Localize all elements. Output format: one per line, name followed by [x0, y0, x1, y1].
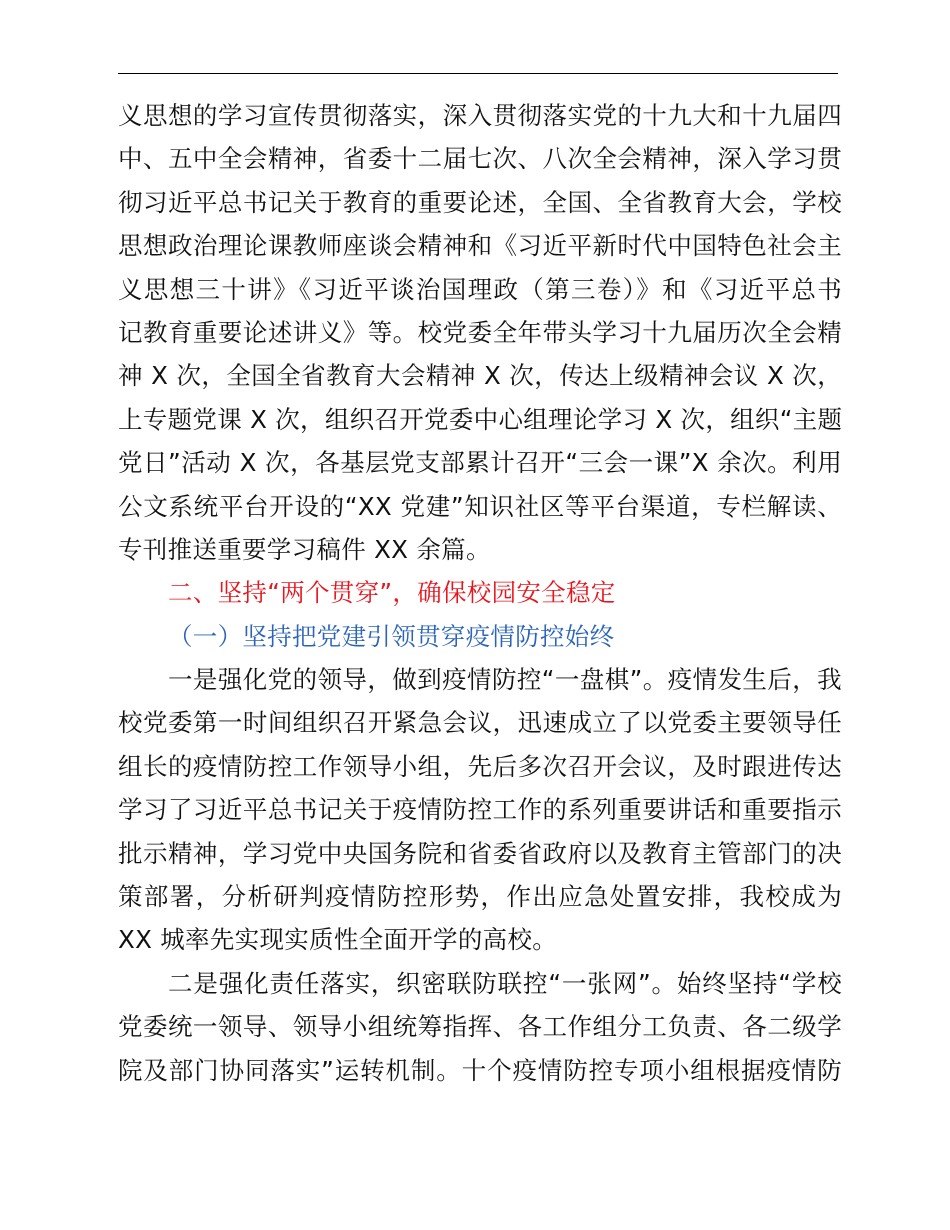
- text-line: 组长的疫情防控工作领导小组，先后多次召开会议，及时跟进传达: [118, 751, 842, 781]
- text-line: 学习了习近平总书记关于疫情防控工作的系列重要讲话和重要指示: [118, 795, 842, 825]
- paragraph-3: [118, 962, 842, 1092]
- text-line: 彻习近平总书记关于教育的重要论述，全国、全省教育大会，学校: [118, 187, 842, 217]
- text-line: 院及部门协同落实”运转机制。十个疫情防控专项小组根据疫情防: [118, 1055, 842, 1085]
- text-line: 上专题党课 X 次，组织召开党委中心组理论学习 X 次，组织“主题: [118, 404, 843, 434]
- subsection-heading: （一）坚持把党建引领贯穿疫情防控始终: [168, 621, 615, 651]
- text-line: 中、五中全会精神，省委十二届七次、八次全会精神，深入学习贯: [118, 144, 842, 174]
- text-line: 党日”活动 X 次，各基层党支部累计召开“三会一课”X 余次。利用: [118, 448, 842, 478]
- text-line: 一是强化党的领导，做到疫情防控“一盘棋”。疫情发生后，我: [168, 665, 842, 695]
- text-line: 校党委第一时间组织召开紧急会议，迅速成立了以党委主要领导任: [118, 708, 842, 738]
- text-line: 专刊推送重要学习稿件 XX 余篇。: [118, 534, 491, 564]
- text-line: 义思想三十讲》《习近平谈治国理政（第三卷）》和《习近平总书: [118, 274, 842, 304]
- section-heading: 二、坚持“两个贯穿”，确保校园安全稳定: [168, 578, 616, 608]
- document-body: [118, 94, 842, 1092]
- text-line: 二是强化责任落实，织密联防联控“一张网”。始终坚持“学校: [168, 968, 842, 998]
- text-line: 党委统一领导、领导小组统筹指挥、各工作组分工负责、各二级学: [118, 1012, 842, 1042]
- header-rule: [118, 73, 838, 74]
- text-line: 批示精神，学习党中央国务院和省委省政府以及教育主管部门的决: [118, 838, 842, 868]
- paragraph-2: [118, 658, 842, 962]
- text-line: 公文系统平台开设的“XX 党建”知识社区等平台渠道，专栏解读、: [118, 491, 842, 521]
- text-line: XX 城率先实现实质性全面开学的高校。: [118, 925, 558, 955]
- text-line: 义思想的学习宣传贯彻落实，深入贯彻落实党的十九大和十九届四: [118, 101, 842, 130]
- text-line: 记教育重要论述讲义》等。校党委全年带头学习十九届历次全会精: [118, 317, 842, 347]
- text-line: 策部署，分析研判疫情防控形势，作出应急处置安排，我校成为: [118, 882, 842, 912]
- paragraph-1: [118, 94, 842, 571]
- text-line: 思想政治理论课教师座谈会精神和《习近平新时代中国特色社会主: [118, 231, 842, 261]
- text-line: 神 X 次，全国全省教育大会精神 X 次，传达上级精神会议 X 次，: [118, 361, 842, 391]
